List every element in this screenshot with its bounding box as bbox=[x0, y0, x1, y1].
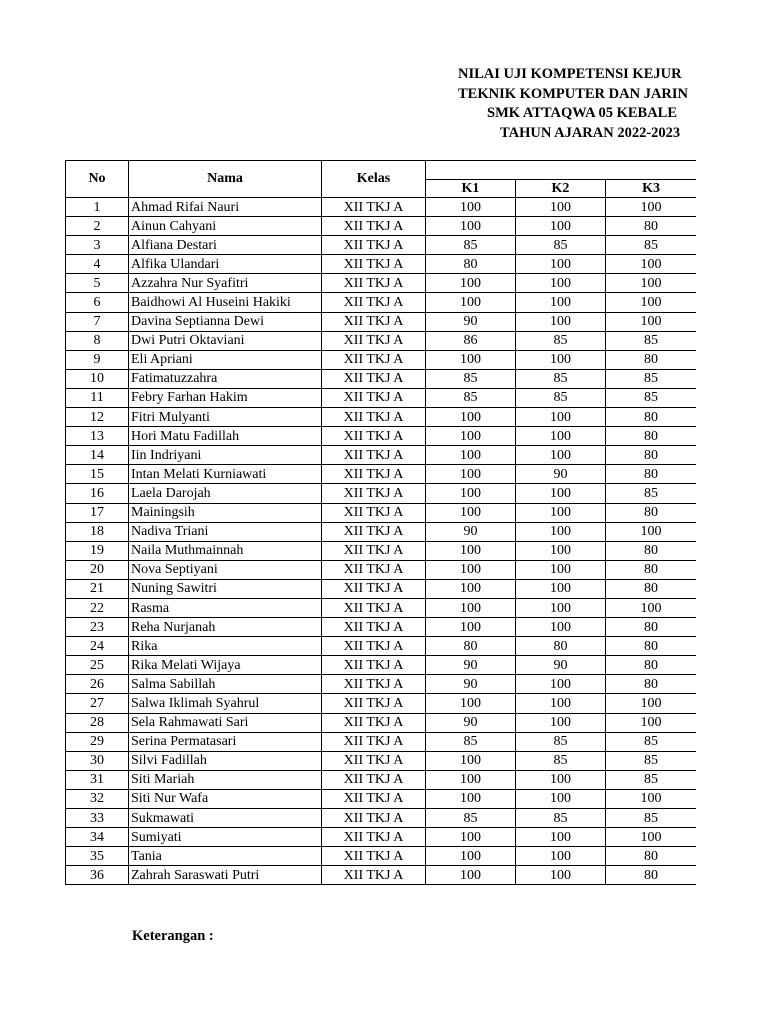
row-k1: 100 bbox=[426, 274, 516, 293]
row-nama: Naila Muthmainnah bbox=[129, 541, 322, 560]
row-no: 17 bbox=[66, 503, 129, 522]
row-no: 27 bbox=[66, 694, 129, 713]
row-no: 2 bbox=[66, 217, 129, 236]
row-k3: 100 bbox=[606, 293, 697, 312]
row-kelas: XII TKJ A bbox=[322, 675, 426, 694]
row-no: 7 bbox=[66, 312, 129, 331]
row-k3: 100 bbox=[606, 694, 697, 713]
row-kelas: XII TKJ A bbox=[322, 866, 426, 885]
row-kelas: XII TKJ A bbox=[322, 312, 426, 331]
row-k2: 100 bbox=[516, 579, 606, 598]
row-k1: 100 bbox=[426, 751, 516, 770]
row-no: 36 bbox=[66, 866, 129, 885]
table-row bbox=[66, 484, 697, 503]
row-kelas: XII TKJ A bbox=[322, 388, 426, 407]
row-nama: Fitri Mulyanti bbox=[129, 408, 322, 427]
row-nama: Baidhowi Al Huseini Hakiki bbox=[129, 293, 322, 312]
row-no: 21 bbox=[66, 579, 129, 598]
table-row bbox=[66, 541, 697, 560]
row-kelas: XII TKJ A bbox=[322, 446, 426, 465]
row-k3: 80 bbox=[606, 560, 697, 579]
table-row bbox=[66, 446, 697, 465]
row-k2: 90 bbox=[516, 465, 606, 484]
row-kelas: XII TKJ A bbox=[322, 274, 426, 293]
row-k2: 100 bbox=[516, 618, 606, 637]
row-no: 10 bbox=[66, 369, 129, 388]
row-k1: 100 bbox=[426, 789, 516, 808]
table-row bbox=[66, 350, 697, 369]
row-k3: 85 bbox=[606, 236, 697, 255]
row-k1: 100 bbox=[426, 408, 516, 427]
table-row bbox=[66, 408, 697, 427]
row-kelas: XII TKJ A bbox=[322, 408, 426, 427]
row-kelas: XII TKJ A bbox=[322, 751, 426, 770]
row-kelas: XII TKJ A bbox=[322, 809, 426, 828]
row-k1: 80 bbox=[426, 255, 516, 274]
header-kelas: Kelas bbox=[322, 161, 426, 198]
row-nama: Febry Farhan Hakim bbox=[129, 388, 322, 407]
row-k1: 90 bbox=[426, 675, 516, 694]
row-k2: 100 bbox=[516, 694, 606, 713]
row-k3: 80 bbox=[606, 446, 697, 465]
row-k1: 100 bbox=[426, 427, 516, 446]
row-k1: 100 bbox=[426, 465, 516, 484]
document-title bbox=[420, 65, 768, 143]
row-k1: 85 bbox=[426, 388, 516, 407]
table-row bbox=[66, 560, 697, 579]
row-k1: 100 bbox=[426, 579, 516, 598]
row-k3: 100 bbox=[606, 198, 697, 217]
row-k3: 80 bbox=[606, 618, 697, 637]
row-no: 1 bbox=[66, 198, 129, 217]
row-k2: 85 bbox=[516, 732, 606, 751]
row-k3: 100 bbox=[606, 828, 697, 847]
table-row bbox=[66, 770, 697, 789]
header-group-empty bbox=[426, 161, 697, 180]
row-no: 30 bbox=[66, 751, 129, 770]
row-k3: 80 bbox=[606, 675, 697, 694]
row-k3: 100 bbox=[606, 598, 697, 617]
row-k2: 85 bbox=[516, 809, 606, 828]
row-k3: 80 bbox=[606, 656, 697, 675]
scores-table bbox=[65, 160, 696, 885]
row-no: 4 bbox=[66, 255, 129, 274]
row-k1: 100 bbox=[426, 770, 516, 789]
row-k1: 100 bbox=[426, 217, 516, 236]
row-k2: 100 bbox=[516, 560, 606, 579]
row-k1: 85 bbox=[426, 236, 516, 255]
row-kelas: XII TKJ A bbox=[322, 293, 426, 312]
table-row bbox=[66, 388, 697, 407]
table-row bbox=[66, 427, 697, 446]
row-k2: 100 bbox=[516, 541, 606, 560]
table-row bbox=[66, 522, 697, 541]
row-nama: Nova Septiyani bbox=[129, 560, 322, 579]
row-no: 3 bbox=[66, 236, 129, 255]
row-kelas: XII TKJ A bbox=[322, 560, 426, 579]
row-no: 24 bbox=[66, 637, 129, 656]
row-no: 11 bbox=[66, 388, 129, 407]
row-k2: 100 bbox=[516, 293, 606, 312]
row-kelas: XII TKJ A bbox=[322, 198, 426, 217]
row-kelas: XII TKJ A bbox=[322, 732, 426, 751]
row-k1: 100 bbox=[426, 350, 516, 369]
row-nama: Eli Apriani bbox=[129, 350, 322, 369]
row-kelas: XII TKJ A bbox=[322, 637, 426, 656]
row-kelas: XII TKJ A bbox=[322, 331, 426, 350]
row-k1: 100 bbox=[426, 446, 516, 465]
row-kelas: XII TKJ A bbox=[322, 579, 426, 598]
table-row bbox=[66, 579, 697, 598]
row-k1: 100 bbox=[426, 694, 516, 713]
table-row bbox=[66, 598, 697, 617]
title-line-1: NILAI UJI KOMPETENSI KEJUR bbox=[458, 66, 682, 82]
row-k1: 100 bbox=[426, 847, 516, 866]
row-no: 20 bbox=[66, 560, 129, 579]
row-nama: Tania bbox=[129, 847, 322, 866]
row-k3: 80 bbox=[606, 866, 697, 885]
row-nama: Salma Sabillah bbox=[129, 675, 322, 694]
row-k2: 100 bbox=[516, 484, 606, 503]
row-k3: 80 bbox=[606, 217, 697, 236]
row-k2: 100 bbox=[516, 217, 606, 236]
table-row bbox=[66, 465, 697, 484]
row-k2: 100 bbox=[516, 446, 606, 465]
title-line-3: SMK ATTAQWA 05 KEBALE bbox=[487, 105, 678, 121]
row-no: 25 bbox=[66, 656, 129, 675]
row-nama: Serina Permatasari bbox=[129, 732, 322, 751]
row-kelas: XII TKJ A bbox=[322, 598, 426, 617]
table-row bbox=[66, 331, 697, 350]
table-row bbox=[66, 637, 697, 656]
row-kelas: XII TKJ A bbox=[322, 656, 426, 675]
row-k2: 85 bbox=[516, 369, 606, 388]
header-k2: K2 bbox=[516, 180, 606, 198]
table-row bbox=[66, 789, 697, 808]
table-row bbox=[66, 809, 697, 828]
row-k1: 100 bbox=[426, 560, 516, 579]
row-no: 18 bbox=[66, 522, 129, 541]
row-k2: 100 bbox=[516, 427, 606, 446]
row-kelas: XII TKJ A bbox=[322, 618, 426, 637]
table-row bbox=[66, 656, 697, 675]
row-k3: 80 bbox=[606, 503, 697, 522]
row-no: 26 bbox=[66, 675, 129, 694]
row-k3: 100 bbox=[606, 522, 697, 541]
row-nama: Alfika Ulandari bbox=[129, 255, 322, 274]
row-k2: 100 bbox=[516, 503, 606, 522]
row-kelas: XII TKJ A bbox=[322, 828, 426, 847]
table-row bbox=[66, 293, 697, 312]
row-k2: 80 bbox=[516, 637, 606, 656]
row-no: 33 bbox=[66, 809, 129, 828]
row-k1: 100 bbox=[426, 198, 516, 217]
row-k1: 100 bbox=[426, 598, 516, 617]
table-header bbox=[66, 161, 697, 198]
row-k2: 100 bbox=[516, 866, 606, 885]
title-line-2: TEKNIK KOMPUTER DAN JARIN bbox=[458, 85, 688, 102]
row-k3: 80 bbox=[606, 427, 697, 446]
row-k1: 80 bbox=[426, 637, 516, 656]
row-k2: 100 bbox=[516, 522, 606, 541]
row-k2: 85 bbox=[516, 236, 606, 255]
row-nama: Siti Mariah bbox=[129, 770, 322, 789]
keterangan-label: Keterangan : bbox=[132, 928, 214, 944]
row-k1: 90 bbox=[426, 522, 516, 541]
row-no: 14 bbox=[66, 446, 129, 465]
row-k1: 100 bbox=[426, 866, 516, 885]
row-k2: 100 bbox=[516, 408, 606, 427]
title-line-4: TAHUN AJARAN 2022-2023 bbox=[500, 124, 681, 141]
header-k1: K1 bbox=[426, 180, 516, 198]
row-nama: Laela Darojah bbox=[129, 484, 322, 503]
row-k1: 85 bbox=[426, 809, 516, 828]
row-k3: 80 bbox=[606, 408, 697, 427]
row-nama: Sukmawati bbox=[129, 809, 322, 828]
row-k1: 100 bbox=[426, 618, 516, 637]
row-nama: Sumiyati bbox=[129, 828, 322, 847]
table-row bbox=[66, 751, 697, 770]
row-no: 31 bbox=[66, 770, 129, 789]
row-k1: 90 bbox=[426, 656, 516, 675]
row-k3: 100 bbox=[606, 713, 697, 732]
table-row bbox=[66, 694, 697, 713]
row-no: 28 bbox=[66, 713, 129, 732]
row-k3: 85 bbox=[606, 770, 697, 789]
row-k1: 100 bbox=[426, 541, 516, 560]
row-nama: Ahmad Rifai Nauri bbox=[129, 198, 322, 217]
table-row bbox=[66, 713, 697, 732]
row-no: 34 bbox=[66, 828, 129, 847]
row-k3: 85 bbox=[606, 809, 697, 828]
header-k3: K3 bbox=[606, 180, 697, 198]
row-kelas: XII TKJ A bbox=[322, 541, 426, 560]
row-k2: 100 bbox=[516, 828, 606, 847]
row-k1: 90 bbox=[426, 312, 516, 331]
row-k2: 90 bbox=[516, 656, 606, 675]
row-k3: 80 bbox=[606, 637, 697, 656]
row-k3: 85 bbox=[606, 751, 697, 770]
row-k2: 85 bbox=[516, 331, 606, 350]
row-k3: 85 bbox=[606, 388, 697, 407]
row-k3: 100 bbox=[606, 789, 697, 808]
scores-table-container bbox=[65, 160, 696, 890]
table-body bbox=[66, 198, 697, 885]
row-kelas: XII TKJ A bbox=[322, 770, 426, 789]
row-k2: 100 bbox=[516, 770, 606, 789]
row-no: 32 bbox=[66, 789, 129, 808]
row-k3: 80 bbox=[606, 847, 697, 866]
row-no: 12 bbox=[66, 408, 129, 427]
table-row bbox=[66, 866, 697, 885]
row-kelas: XII TKJ A bbox=[322, 465, 426, 484]
row-no: 16 bbox=[66, 484, 129, 503]
row-nama: Silvi Fadillah bbox=[129, 751, 322, 770]
row-k1: 86 bbox=[426, 331, 516, 350]
row-k1: 100 bbox=[426, 293, 516, 312]
row-nama: Salwa Iklimah Syahrul bbox=[129, 694, 322, 713]
row-kelas: XII TKJ A bbox=[322, 217, 426, 236]
table-row bbox=[66, 236, 697, 255]
row-nama: Sela Rahmawati Sari bbox=[129, 713, 322, 732]
row-no: 22 bbox=[66, 598, 129, 617]
row-k3: 85 bbox=[606, 369, 697, 388]
row-nama: Fatimatuzzahra bbox=[129, 369, 322, 388]
table-row bbox=[66, 217, 697, 236]
row-kelas: XII TKJ A bbox=[322, 350, 426, 369]
row-no: 15 bbox=[66, 465, 129, 484]
row-nama: Rika bbox=[129, 637, 322, 656]
row-no: 35 bbox=[66, 847, 129, 866]
row-k3: 100 bbox=[606, 312, 697, 331]
header-nama: Nama bbox=[129, 161, 322, 198]
table-row bbox=[66, 732, 697, 751]
row-nama: Nadiva Triani bbox=[129, 522, 322, 541]
row-k3: 80 bbox=[606, 350, 697, 369]
row-no: 23 bbox=[66, 618, 129, 637]
row-kelas: XII TKJ A bbox=[322, 694, 426, 713]
table-row bbox=[66, 198, 697, 217]
row-kelas: XII TKJ A bbox=[322, 789, 426, 808]
row-k1: 85 bbox=[426, 732, 516, 751]
row-k3: 85 bbox=[606, 484, 697, 503]
row-k2: 100 bbox=[516, 789, 606, 808]
row-k3: 100 bbox=[606, 255, 697, 274]
row-nama: Zahrah Saraswati Putri bbox=[129, 866, 322, 885]
row-no: 8 bbox=[66, 331, 129, 350]
row-kelas: XII TKJ A bbox=[322, 236, 426, 255]
row-kelas: XII TKJ A bbox=[322, 713, 426, 732]
row-nama: Iin Indriyani bbox=[129, 446, 322, 465]
row-k2: 100 bbox=[516, 198, 606, 217]
row-kelas: XII TKJ A bbox=[322, 484, 426, 503]
row-kelas: XII TKJ A bbox=[322, 369, 426, 388]
table-row bbox=[66, 255, 697, 274]
row-k3: 85 bbox=[606, 331, 697, 350]
table-row bbox=[66, 847, 697, 866]
row-no: 9 bbox=[66, 350, 129, 369]
row-k3: 80 bbox=[606, 541, 697, 560]
row-k3: 85 bbox=[606, 732, 697, 751]
table-row bbox=[66, 828, 697, 847]
row-k1: 85 bbox=[426, 369, 516, 388]
table-row bbox=[66, 503, 697, 522]
row-k2: 100 bbox=[516, 350, 606, 369]
row-nama: Siti Nur Wafa bbox=[129, 789, 322, 808]
row-nama: Nuning Sawitri bbox=[129, 579, 322, 598]
row-k2: 100 bbox=[516, 312, 606, 331]
row-k2: 100 bbox=[516, 598, 606, 617]
row-nama: Mainingsih bbox=[129, 503, 322, 522]
row-k2: 100 bbox=[516, 847, 606, 866]
row-k2: 100 bbox=[516, 255, 606, 274]
row-k1: 100 bbox=[426, 503, 516, 522]
row-kelas: XII TKJ A bbox=[322, 427, 426, 446]
row-nama: Rika Melati Wijaya bbox=[129, 656, 322, 675]
row-nama: Davina Septianna Dewi bbox=[129, 312, 322, 331]
row-no: 5 bbox=[66, 274, 129, 293]
row-nama: Alfiana Destari bbox=[129, 236, 322, 255]
table-row bbox=[66, 274, 697, 293]
header-no: No bbox=[66, 161, 129, 198]
row-no: 29 bbox=[66, 732, 129, 751]
row-kelas: XII TKJ A bbox=[322, 503, 426, 522]
row-kelas: XII TKJ A bbox=[322, 255, 426, 274]
row-k3: 100 bbox=[606, 274, 697, 293]
table-row bbox=[66, 312, 697, 331]
row-nama: Dwi Putri Oktaviani bbox=[129, 331, 322, 350]
row-nama: Azzahra Nur Syafitri bbox=[129, 274, 322, 293]
row-nama: Rasma bbox=[129, 598, 322, 617]
row-no: 13 bbox=[66, 427, 129, 446]
row-k1: 100 bbox=[426, 828, 516, 847]
row-kelas: XII TKJ A bbox=[322, 847, 426, 866]
row-k2: 100 bbox=[516, 713, 606, 732]
table-row bbox=[66, 675, 697, 694]
row-k1: 100 bbox=[426, 484, 516, 503]
row-nama: Intan Melati Kurniawati bbox=[129, 465, 322, 484]
row-nama: Hori Matu Fadillah bbox=[129, 427, 322, 446]
row-nama: Ainun Cahyani bbox=[129, 217, 322, 236]
row-no: 19 bbox=[66, 541, 129, 560]
table-row bbox=[66, 618, 697, 637]
row-k2: 85 bbox=[516, 388, 606, 407]
row-kelas: XII TKJ A bbox=[322, 522, 426, 541]
row-k1: 90 bbox=[426, 713, 516, 732]
row-k3: 80 bbox=[606, 579, 697, 598]
row-k2: 85 bbox=[516, 751, 606, 770]
row-no: 6 bbox=[66, 293, 129, 312]
table-row bbox=[66, 369, 697, 388]
row-nama: Reha Nurjanah bbox=[129, 618, 322, 637]
row-k3: 80 bbox=[606, 465, 697, 484]
row-k2: 100 bbox=[516, 274, 606, 293]
row-k2: 100 bbox=[516, 675, 606, 694]
